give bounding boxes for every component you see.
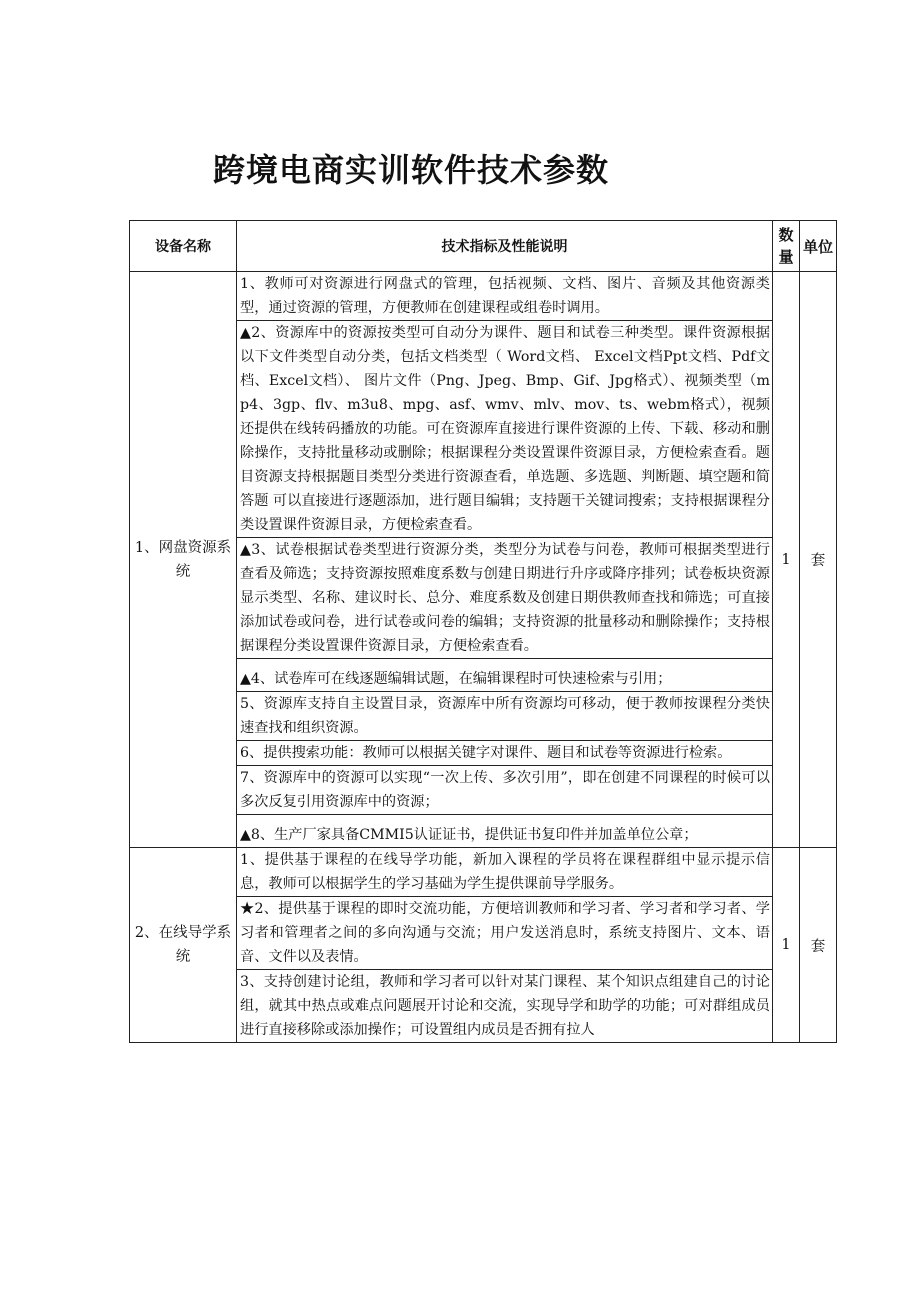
- spec-item: 1、教师可对资源进行网盘式的管理，包括视频、文档、图片、音频及其他资源类型，通过资源的管理，方便教师在创建课程或组卷时调用。: [237, 272, 772, 321]
- spec-item: 3、支持创建讨论组，教师和学习者可以针对某门课程、某个知识点组建自己的讨论组，就其中热点或难点问题展开讨论和交流，实现导学和助学的功能；可对群组成员进行直接移除或添加操作；可设置组内成员是否拥有拉人: [240, 974, 770, 1038]
- spec-item: 7、资源库中的资源可以实现“一次上传、多次引用”，即在创建不同课程的时候可以多次反复引用资源库中的资源；: [237, 766, 772, 815]
- spec-item: 6、提供搜索功能：教师可以根据关键字对课件、题目和试卷等资源进行检索。: [237, 741, 772, 766]
- spec-item: ▲8、生产厂家具备CMMI5认证证书，提供证书复印件并加盖单位公章；: [240, 827, 698, 843]
- spec-cell: [237, 272, 773, 848]
- table-row: [130, 272, 837, 848]
- quantity-cell: 1: [773, 272, 800, 848]
- header-unit: 单位: [800, 221, 837, 272]
- spec-item: ▲3、试卷根据试卷类型进行资源分类，类型分为试卷与问卷，教师可根据类型进行查看及筛选；支持资源按照难度系数与创建日期进行升序或降序排列；试卷板块资源显示类型、名称、建议时长、总分、难度系数及创建日期供教师查找和筛选；可直接添加试卷或问卷，进行试卷或问卷的编辑；支持资源的批量移动和删除操作；支持根据课程分类设置课件资源目录，方便检索查看。: [237, 538, 772, 659]
- table-row: [130, 848, 837, 1043]
- table-header-row: [130, 221, 837, 272]
- unit-cell: 套: [800, 272, 837, 848]
- header-device-name: 设备名称: [130, 221, 237, 272]
- page-title: 跨境电商实训软件技术参数: [213, 151, 610, 189]
- header-quantity: 数量: [773, 221, 800, 272]
- spec-item: 5、资源库支持自主设置目录，资源库中所有资源均可移动，便于教师按课程分类快速查找和组织资源。: [237, 692, 772, 741]
- spec-cell: [237, 848, 773, 1043]
- spec-item: 1、提供基于课程的在线导学功能，新加入课程的学员将在课程群组中显示提示信息，教师可以根据学生的学习基础为学生提供课前导学服务。: [237, 848, 772, 897]
- unit-cell: 套: [800, 848, 837, 1043]
- spec-item: ★2、提供基于课程的即时交流功能，方便培训教师和学习者、学习者和学习者、学习者和管理者之间的多向沟通与交流；用户发送消息时，系统支持图片、文本、语音、文件以及表情。: [237, 897, 772, 970]
- quantity-cell: 1: [773, 848, 800, 1043]
- device-name-cell: 2、在线导学系统: [130, 848, 237, 1043]
- spec-table: [129, 220, 837, 1043]
- spec-item: ▲4、试卷库可在线逐题编辑试题，在编辑课程时可快速检索与引用；: [237, 659, 772, 692]
- header-spec: 技术指标及性能说明: [237, 221, 773, 272]
- spec-item: ▲2、资源库中的资源按类型可自动分为课件、题目和试卷三种类型。课件资源根据以下文件类型自动分类，包括文档类型（ Word文档、 Excel文档Ppt文档、Pdf文档、Excel文档）、 图片文件（Png、Jpeg、Bmp、Gif、Jpg格式）、视频类型（mp4、3gp、flv、m3u8、mpg、asf、wmv、mlv、mov、ts、webm格式），视频还提供在线转码播放的功能。可在资源库直接进行课件资源的上传、下载、移动和删除操作，支持批量移动或删除；根据课程分类设置课件资源目录，方便检索查看。题目资源支持根据题目类型分类进行资源查看，单选题、多选题、判断题、填空题和简答题 可以直接进行逐题添加，进行题目编辑；支持题干关键词搜索；支持根据课程分类设置课件资源目录，方便检索查看。: [237, 321, 772, 538]
- device-name-cell: 1、网盘资源系统: [130, 272, 237, 848]
